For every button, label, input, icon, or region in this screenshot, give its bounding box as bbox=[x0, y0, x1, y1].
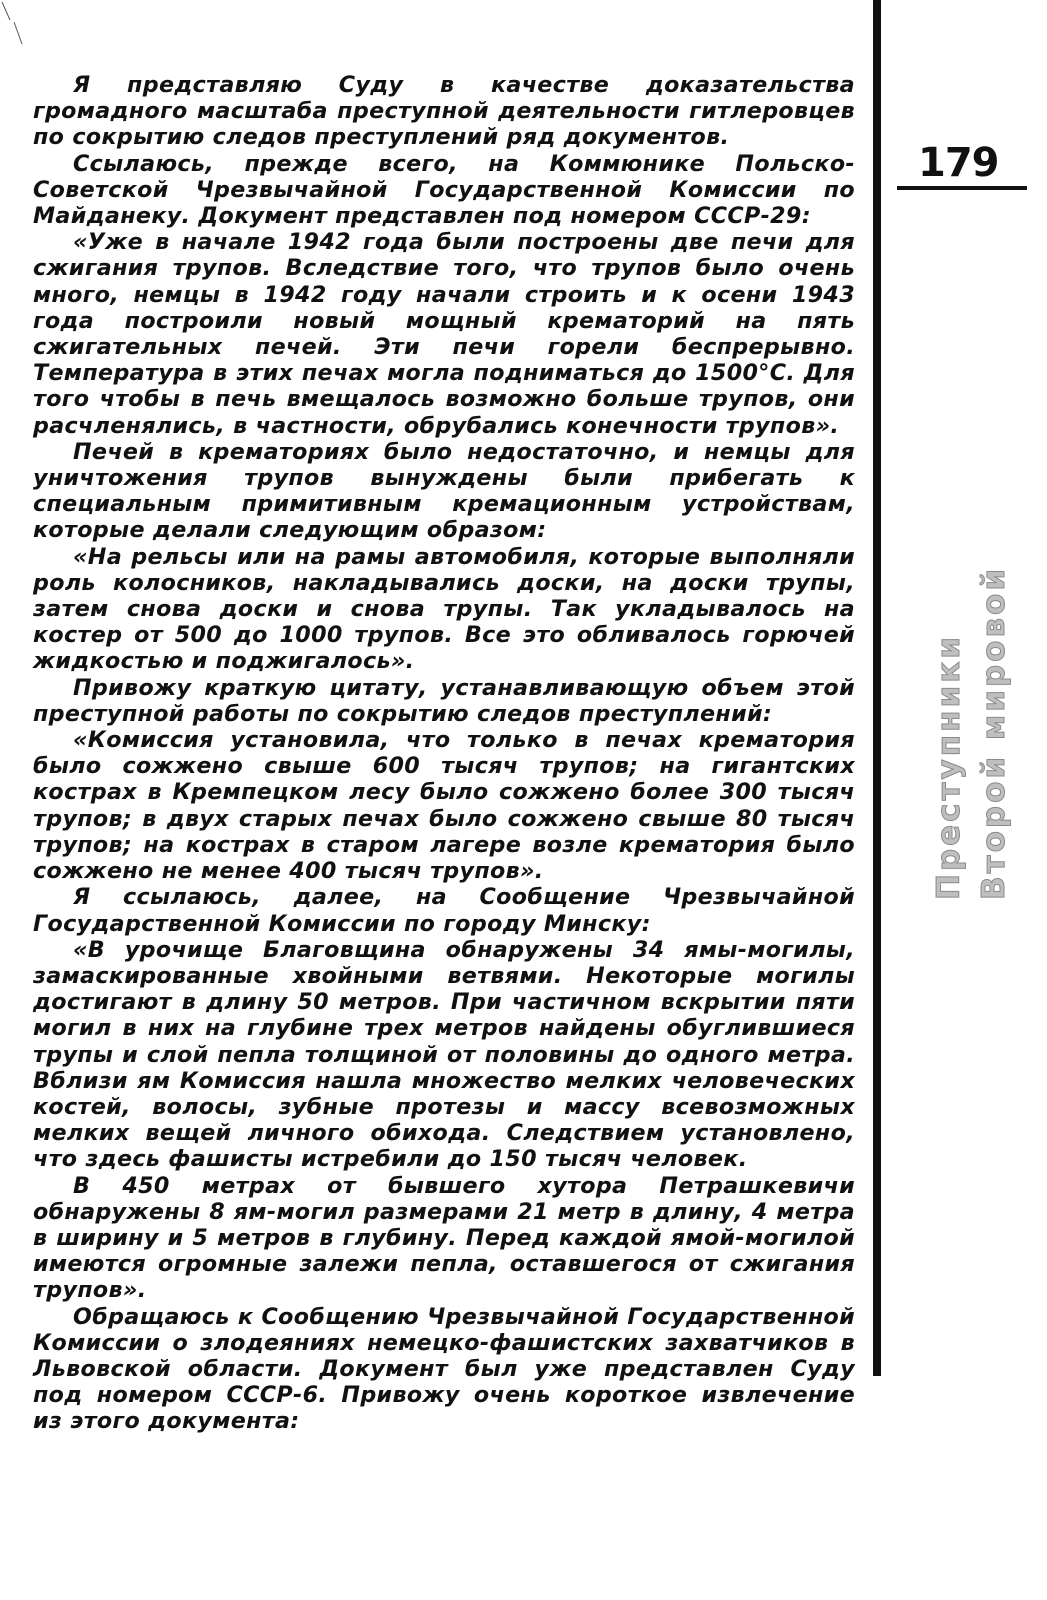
running-head-line-1: Преступники bbox=[931, 633, 967, 900]
paragraph: Ссылаюсь, прежде всего, на Коммюнике Польско-Советской Чрезвычайной Государственной Комиссии по Майданеку. Документ представлен под номером СССР-29: bbox=[33, 150, 855, 230]
paragraph: Я представляю Суду в качестве доказательства громадного масштаба преступной деятельности гитлеровцев по сокрытию следов преступлений ряд документов. bbox=[33, 72, 855, 151]
page-number: 179 bbox=[918, 140, 999, 186]
quote-paragraph: «На рельсы или на рамы автомобиля, которые выполняли роль колосников, накладывались доски, на доски трупы, затем снова доски и снова трупы. Так укладывалось на костер от 500 до 1000 трупов. Все это обливалось горючей жидкостью и поджигалось». bbox=[33, 543, 855, 675]
quote-paragraph: «Комиссия установила, что только в печах крематория было сожжено свыше 600 тысяч трупов; на гигантских кострах в Кремпецком лесу было сожжено более 300 тысяч трупов; в двух старых печах было сожжено свыше 80 тысяч трупов; на кострах в старом лагере возле крематория было сожжено не менее 400 тысяч трупов». bbox=[33, 727, 855, 885]
scan-mark bbox=[0, 0, 40, 60]
running-head-line-2: Второй мировой bbox=[976, 565, 1012, 900]
page-number-rule bbox=[897, 186, 1027, 190]
paragraph: Печей в крематориях было недостаточно, и немцы для уничтожения трупов вынуждены были прибегать к специальным примитивным кремационным устройствам, которые делали следующим образом: bbox=[33, 438, 855, 544]
paragraph: Привожу краткую цитату, устанавливающую объем этой преступной работы по сокрытию следов преступлений: bbox=[33, 674, 855, 727]
paragraph: Я ссылаюсь, далее, на Сообщение Чрезвычайной Государственной Комиссии по городу Минску: bbox=[33, 884, 855, 937]
quote-paragraph: «В урочище Благовщина обнаружены 34 ямы-могилы, замаскированные хвойными ветвями. Некоторые могилы достигают в длину 50 метров. При частичном вскрытии пяти могил в них на глубине трех метров найдены обуглившиеся трупы и слой пепла толщиной от половины до одного метра. Вблизи ям Комиссия нашла множество мелких человеческих костей, волосы, зубные протезы и массу всевозможных мелких вещей личного обихода. Следствием установлено, что здесь фашисты истребили до 150 тысяч человек. bbox=[33, 936, 855, 1173]
vertical-rule bbox=[873, 0, 881, 1376]
paragraph: Обращаюсь к Сообщению Чрезвычайной Государственной Комиссии о злодеяниях немецко-фашистских захватчиков в Львовской области. Документ был уже представлен Суду под номером СССР-6. Привожу очень короткое извлечение из этого документа: bbox=[33, 1303, 855, 1435]
quote-paragraph: В 450 метрах от бывшего хутора Петрашкевичи обнаружены 8 ям-могил размерами 21 метр в длину, 4 метра в ширину и 5 метров в глубину. Перед каждой ямой-могилой имеются огромные залежи пепла, оставшегося от сжигания трупов». bbox=[33, 1172, 855, 1304]
quote-paragraph: «Уже в начале 1942 года были построены две печи для сжигания трупов. Вследствие того, что трупов было очень много, немцы в 1942 году начали строить и к осени 1943 года построили новый мощный крематорий на пять сжигательных печей. Эти печи горели беспрерывно. Температура в этих печах могла подниматься до 1500°С. Для того чтобы в печь вмещалось возможно больше трупов, они расчленялись, в частности, обрубались конечности трупов». bbox=[33, 229, 855, 439]
body-text bbox=[33, 72, 855, 1435]
